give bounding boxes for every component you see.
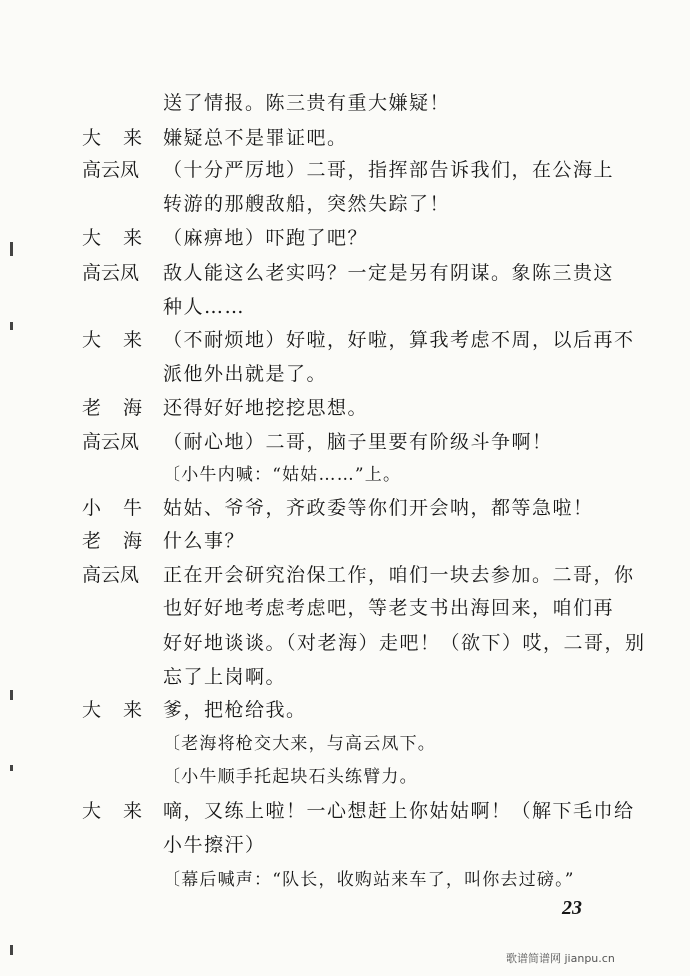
- stage-direction: 〔幕后喊声：“队长，收购站来车了，叫你去过磅。”: [163, 870, 575, 890]
- speaker-name: 老海: [82, 397, 165, 419]
- speaker-name: 高云凤: [82, 262, 140, 284]
- dialogue-text: 还得好好地挖挖思想。: [163, 397, 369, 419]
- script-line: [0, 325, 690, 355]
- dialogue-text: 正在开会研究治保工作，咱们一块去参加。二哥，你: [163, 564, 635, 586]
- stage-direction: 〔小牛内喊：“姑姑……”上。: [163, 465, 402, 485]
- dialogue-text: （不耐烦地）好啦，好啦，算我考虑不周，以后再不: [163, 329, 635, 351]
- script-line: [0, 662, 690, 692]
- script-line: [0, 189, 690, 219]
- speaker-name: 高云凤: [82, 159, 140, 181]
- script-line: [0, 427, 690, 457]
- dialogue-text: 嫌疑总不是罪证吧。: [163, 127, 348, 149]
- script-line: [0, 628, 690, 658]
- script-line: [0, 493, 690, 523]
- dialogue-text: 转游的那艘敌船，突然失踪了！: [163, 193, 451, 215]
- dialogue-text: 嘀，又练上啦！一心想赶上你姑姑啊！（解下毛巾给: [163, 800, 635, 822]
- dialogue-text: （耐心地）二哥，脑子里要有阶级斗争啊！: [163, 431, 553, 453]
- page-number: 23: [562, 897, 582, 919]
- script-line: [0, 593, 690, 623]
- dialogue-text: （十分严厉地）二哥，指挥部告诉我们，在公海上: [163, 159, 615, 181]
- script-line: [0, 359, 690, 389]
- dialogue-text: 派他外出就是了。: [163, 363, 328, 385]
- script-line: [0, 292, 690, 322]
- stage-direction: 〔老海将枪交大来，与高云凤下。: [163, 734, 436, 754]
- script-line: [0, 762, 690, 792]
- speaker-name: 大来: [82, 227, 165, 249]
- margin-mark: [10, 765, 13, 771]
- speaker-name: 老海: [82, 530, 165, 552]
- script-line: [0, 830, 690, 860]
- dialogue-text: 也好好地考虑考虑吧，等老支书出海回来，咱们再: [163, 597, 615, 619]
- script-line: [0, 223, 690, 253]
- dialogue-text: 小牛擦汗）: [163, 834, 266, 856]
- script-line: [0, 460, 690, 490]
- script-line: [0, 796, 690, 826]
- script-line: [0, 560, 690, 590]
- script-line: [0, 123, 690, 153]
- dialogue-text: 送了情报。陈三贵有重大嫌疑！: [163, 92, 451, 114]
- script-line: [0, 729, 690, 759]
- script-line: [0, 526, 690, 556]
- speaker-name: 大来: [82, 699, 165, 721]
- speaker-name: 高云凤: [82, 564, 140, 586]
- script-line: [0, 393, 690, 423]
- dialogue-text: 什么事？: [163, 530, 246, 552]
- dialogue-text: 姑姑、爷爷，齐政委等你们开会呐，都等急啦！: [163, 497, 594, 519]
- script-line: [0, 865, 690, 895]
- script-line: [0, 695, 690, 725]
- dialogue-text: 好好地谈谈。（对老海）走吧！（欲下）哎，二哥，别: [163, 632, 646, 654]
- dialogue-text: 种人……: [163, 296, 246, 318]
- script-line: [0, 155, 690, 185]
- script-line: [0, 88, 690, 118]
- dialogue-text: 忘了上岗啊。: [163, 666, 287, 688]
- speaker-name: 小牛: [82, 497, 165, 519]
- speaker-name: 大来: [82, 329, 165, 351]
- dialogue-text: 敌人能这么老实吗？一定是另有阴谋。象陈三贵这: [163, 262, 615, 284]
- stage-direction: 〔小牛顺手托起块石头练臂力。: [163, 767, 418, 787]
- margin-mark: [10, 945, 13, 955]
- speaker-name: 大来: [82, 800, 165, 822]
- speaker-name: 大来: [82, 127, 165, 149]
- script-line: [0, 258, 690, 288]
- speaker-name: 高云凤: [82, 431, 140, 453]
- watermark: 歌谱简谱网 jianpu.cn: [506, 952, 615, 965]
- margin-mark: [10, 242, 13, 256]
- margin-mark: [10, 322, 13, 330]
- dialogue-text: 爹，把枪给我。: [163, 699, 307, 721]
- dialogue-text: （麻痹地）吓跑了吧？: [163, 227, 369, 249]
- margin-mark: [10, 690, 13, 700]
